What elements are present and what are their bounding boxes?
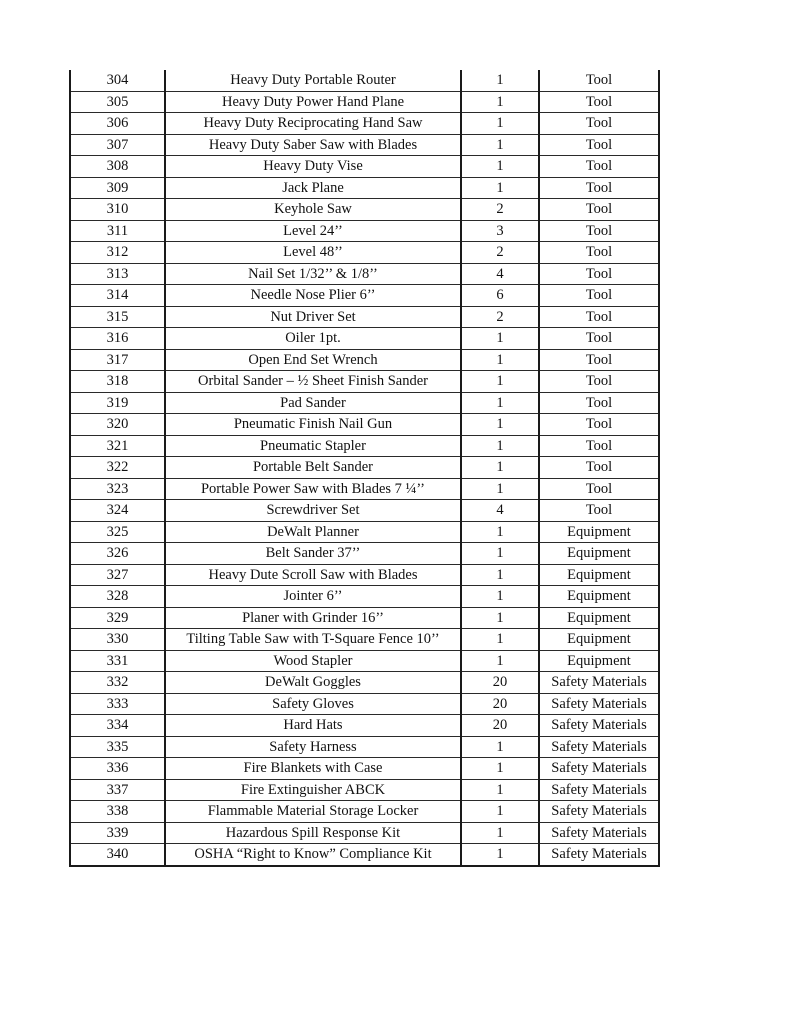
item-number-cell: 321 bbox=[70, 435, 165, 457]
item-number-cell: 312 bbox=[70, 242, 165, 264]
item-category-cell: Tool bbox=[539, 414, 659, 436]
item-quantity-cell: 4 bbox=[461, 263, 539, 285]
table-row bbox=[70, 70, 659, 91]
item-description-cell: Hard Hats bbox=[165, 715, 461, 737]
item-number-cell: 313 bbox=[70, 263, 165, 285]
item-category-cell: Tool bbox=[539, 392, 659, 414]
item-quantity-cell: 2 bbox=[461, 242, 539, 264]
item-quantity-cell: 1 bbox=[461, 650, 539, 672]
item-number-cell: 331 bbox=[70, 650, 165, 672]
item-category-cell: Equipment bbox=[539, 543, 659, 565]
table-row bbox=[70, 500, 659, 522]
table-row bbox=[70, 371, 659, 393]
item-category-cell: Tool bbox=[539, 70, 659, 91]
item-quantity-cell: 1 bbox=[461, 779, 539, 801]
item-category-cell: Tool bbox=[539, 285, 659, 307]
item-description-cell: Oiler 1pt. bbox=[165, 328, 461, 350]
item-quantity-cell: 2 bbox=[461, 199, 539, 221]
item-quantity-cell: 1 bbox=[461, 392, 539, 414]
item-number-cell: 307 bbox=[70, 134, 165, 156]
item-quantity-cell: 2 bbox=[461, 306, 539, 328]
item-description-cell: Safety Gloves bbox=[165, 693, 461, 715]
item-number-cell: 316 bbox=[70, 328, 165, 350]
item-description-cell: Heavy Duty Reciprocating Hand Saw bbox=[165, 113, 461, 135]
item-number-cell: 305 bbox=[70, 91, 165, 113]
item-number-cell: 319 bbox=[70, 392, 165, 414]
item-description-cell: Wood Stapler bbox=[165, 650, 461, 672]
item-number-cell: 337 bbox=[70, 779, 165, 801]
item-description-cell: Heavy Dute Scroll Saw with Blades bbox=[165, 564, 461, 586]
item-number-cell: 338 bbox=[70, 801, 165, 823]
item-category-cell: Tool bbox=[539, 306, 659, 328]
item-description-cell: Portable Power Saw with Blades 7 ¼’’ bbox=[165, 478, 461, 500]
table-row bbox=[70, 177, 659, 199]
item-category-cell: Tool bbox=[539, 177, 659, 199]
item-description-cell: Fire Blankets with Case bbox=[165, 758, 461, 780]
item-description-cell: Nut Driver Set bbox=[165, 306, 461, 328]
item-description-cell: Belt Sander 37’’ bbox=[165, 543, 461, 565]
item-quantity-cell: 4 bbox=[461, 500, 539, 522]
item-number-cell: 304 bbox=[70, 70, 165, 91]
item-category-cell: Tool bbox=[539, 242, 659, 264]
item-category-cell: Tool bbox=[539, 113, 659, 135]
item-number-cell: 327 bbox=[70, 564, 165, 586]
item-category-cell: Tool bbox=[539, 478, 659, 500]
item-quantity-cell: 1 bbox=[461, 134, 539, 156]
item-category-cell: Safety Materials bbox=[539, 693, 659, 715]
table-row bbox=[70, 822, 659, 844]
item-description-cell: Heavy Duty Power Hand Plane bbox=[165, 91, 461, 113]
item-number-cell: 308 bbox=[70, 156, 165, 178]
table-row bbox=[70, 758, 659, 780]
item-number-cell: 340 bbox=[70, 844, 165, 866]
item-description-cell: Fire Extinguisher ABCK bbox=[165, 779, 461, 801]
item-category-cell: Safety Materials bbox=[539, 822, 659, 844]
table-row bbox=[70, 629, 659, 651]
item-number-cell: 310 bbox=[70, 199, 165, 221]
item-quantity-cell: 1 bbox=[461, 543, 539, 565]
table-row bbox=[70, 521, 659, 543]
item-number-cell: 332 bbox=[70, 672, 165, 694]
item-number-cell: 339 bbox=[70, 822, 165, 844]
item-number-cell: 320 bbox=[70, 414, 165, 436]
item-description-cell: Heavy Duty Vise bbox=[165, 156, 461, 178]
item-quantity-cell: 20 bbox=[461, 672, 539, 694]
item-category-cell: Equipment bbox=[539, 564, 659, 586]
table-row bbox=[70, 392, 659, 414]
item-quantity-cell: 1 bbox=[461, 521, 539, 543]
item-quantity-cell: 1 bbox=[461, 349, 539, 371]
item-category-cell: Tool bbox=[539, 435, 659, 457]
item-quantity-cell: 1 bbox=[461, 91, 539, 113]
item-category-cell: Tool bbox=[539, 220, 659, 242]
item-category-cell: Safety Materials bbox=[539, 715, 659, 737]
table-row bbox=[70, 801, 659, 823]
item-number-cell: 335 bbox=[70, 736, 165, 758]
item-description-cell: Pad Sander bbox=[165, 392, 461, 414]
item-description-cell: DeWalt Planner bbox=[165, 521, 461, 543]
item-number-cell: 315 bbox=[70, 306, 165, 328]
item-quantity-cell: 1 bbox=[461, 736, 539, 758]
table-row bbox=[70, 328, 659, 350]
item-quantity-cell: 1 bbox=[461, 801, 539, 823]
item-description-cell: Jack Plane bbox=[165, 177, 461, 199]
item-quantity-cell: 1 bbox=[461, 758, 539, 780]
item-number-cell: 322 bbox=[70, 457, 165, 479]
item-description-cell: Hazardous Spill Response Kit bbox=[165, 822, 461, 844]
table-row bbox=[70, 607, 659, 629]
item-number-cell: 324 bbox=[70, 500, 165, 522]
item-description-cell: Jointer 6’’ bbox=[165, 586, 461, 608]
table-row bbox=[70, 349, 659, 371]
table-row bbox=[70, 414, 659, 436]
item-description-cell: Planer with Grinder 16’’ bbox=[165, 607, 461, 629]
item-description-cell: Portable Belt Sander bbox=[165, 457, 461, 479]
item-quantity-cell: 1 bbox=[461, 478, 539, 500]
table-row bbox=[70, 134, 659, 156]
table-row bbox=[70, 586, 659, 608]
item-number-cell: 326 bbox=[70, 543, 165, 565]
table-row bbox=[70, 113, 659, 135]
item-description-cell: Orbital Sander – ½ Sheet Finish Sander bbox=[165, 371, 461, 393]
item-category-cell: Safety Materials bbox=[539, 672, 659, 694]
inventory-table-body bbox=[70, 70, 659, 866]
item-category-cell: Safety Materials bbox=[539, 736, 659, 758]
table-row bbox=[70, 199, 659, 221]
item-description-cell: Tilting Table Saw with T-Square Fence 10’’ bbox=[165, 629, 461, 651]
table-row bbox=[70, 543, 659, 565]
item-quantity-cell: 1 bbox=[461, 629, 539, 651]
item-number-cell: 325 bbox=[70, 521, 165, 543]
table-row bbox=[70, 435, 659, 457]
item-category-cell: Tool bbox=[539, 371, 659, 393]
item-quantity-cell: 1 bbox=[461, 607, 539, 629]
table-row bbox=[70, 285, 659, 307]
item-description-cell: Needle Nose Plier 6’’ bbox=[165, 285, 461, 307]
item-quantity-cell: 1 bbox=[461, 113, 539, 135]
item-number-cell: 330 bbox=[70, 629, 165, 651]
item-description-cell: Screwdriver Set bbox=[165, 500, 461, 522]
item-description-cell: Heavy Duty Portable Router bbox=[165, 70, 461, 91]
item-description-cell: Keyhole Saw bbox=[165, 199, 461, 221]
item-category-cell: Equipment bbox=[539, 629, 659, 651]
item-category-cell: Safety Materials bbox=[539, 758, 659, 780]
table-row bbox=[70, 242, 659, 264]
item-category-cell: Equipment bbox=[539, 521, 659, 543]
item-number-cell: 306 bbox=[70, 113, 165, 135]
item-category-cell: Tool bbox=[539, 134, 659, 156]
item-category-cell: Tool bbox=[539, 91, 659, 113]
item-number-cell: 329 bbox=[70, 607, 165, 629]
table-row bbox=[70, 736, 659, 758]
item-quantity-cell: 20 bbox=[461, 715, 539, 737]
item-number-cell: 328 bbox=[70, 586, 165, 608]
item-category-cell: Tool bbox=[539, 328, 659, 350]
table-row bbox=[70, 457, 659, 479]
item-number-cell: 333 bbox=[70, 693, 165, 715]
item-quantity-cell: 1 bbox=[461, 586, 539, 608]
item-number-cell: 323 bbox=[70, 478, 165, 500]
item-category-cell: Tool bbox=[539, 263, 659, 285]
table-row bbox=[70, 650, 659, 672]
item-quantity-cell: 1 bbox=[461, 822, 539, 844]
item-quantity-cell: 3 bbox=[461, 220, 539, 242]
item-quantity-cell: 1 bbox=[461, 177, 539, 199]
item-category-cell: Equipment bbox=[539, 650, 659, 672]
item-quantity-cell: 1 bbox=[461, 844, 539, 866]
table-row bbox=[70, 693, 659, 715]
item-quantity-cell: 6 bbox=[461, 285, 539, 307]
item-quantity-cell: 1 bbox=[461, 564, 539, 586]
item-category-cell: Safety Materials bbox=[539, 844, 659, 866]
table-row bbox=[70, 478, 659, 500]
item-category-cell: Tool bbox=[539, 199, 659, 221]
table-row bbox=[70, 564, 659, 586]
item-description-cell: Pneumatic Stapler bbox=[165, 435, 461, 457]
inventory-table bbox=[69, 70, 660, 867]
item-category-cell: Tool bbox=[539, 500, 659, 522]
item-quantity-cell: 1 bbox=[461, 70, 539, 91]
item-description-cell: Level 24’’ bbox=[165, 220, 461, 242]
item-category-cell: Equipment bbox=[539, 607, 659, 629]
item-category-cell: Equipment bbox=[539, 586, 659, 608]
item-quantity-cell: 1 bbox=[461, 371, 539, 393]
table-row bbox=[70, 844, 659, 866]
table-row bbox=[70, 306, 659, 328]
item-number-cell: 311 bbox=[70, 220, 165, 242]
item-description-cell: Heavy Duty Saber Saw with Blades bbox=[165, 134, 461, 156]
item-description-cell: OSHA “Right to Know” Compliance Kit bbox=[165, 844, 461, 866]
item-quantity-cell: 1 bbox=[461, 435, 539, 457]
item-number-cell: 318 bbox=[70, 371, 165, 393]
table-row bbox=[70, 672, 659, 694]
table-row bbox=[70, 220, 659, 242]
item-category-cell: Tool bbox=[539, 156, 659, 178]
table-row bbox=[70, 156, 659, 178]
item-description-cell: Level 48’’ bbox=[165, 242, 461, 264]
item-category-cell: Safety Materials bbox=[539, 779, 659, 801]
item-category-cell: Tool bbox=[539, 349, 659, 371]
inventory-sheet bbox=[69, 70, 658, 867]
item-quantity-cell: 20 bbox=[461, 693, 539, 715]
item-number-cell: 309 bbox=[70, 177, 165, 199]
table-row bbox=[70, 779, 659, 801]
table-row bbox=[70, 91, 659, 113]
table-row bbox=[70, 263, 659, 285]
item-quantity-cell: 1 bbox=[461, 328, 539, 350]
item-quantity-cell: 1 bbox=[461, 156, 539, 178]
item-description-cell: Open End Set Wrench bbox=[165, 349, 461, 371]
item-description-cell: DeWalt Goggles bbox=[165, 672, 461, 694]
item-category-cell: Tool bbox=[539, 457, 659, 479]
item-description-cell: Safety Harness bbox=[165, 736, 461, 758]
item-number-cell: 336 bbox=[70, 758, 165, 780]
item-description-cell: Flammable Material Storage Locker bbox=[165, 801, 461, 823]
table-row bbox=[70, 715, 659, 737]
item-category-cell: Safety Materials bbox=[539, 801, 659, 823]
item-number-cell: 317 bbox=[70, 349, 165, 371]
item-quantity-cell: 1 bbox=[461, 414, 539, 436]
item-quantity-cell: 1 bbox=[461, 457, 539, 479]
item-description-cell: Pneumatic Finish Nail Gun bbox=[165, 414, 461, 436]
item-number-cell: 314 bbox=[70, 285, 165, 307]
item-description-cell: Nail Set 1/32’’ & 1/8’’ bbox=[165, 263, 461, 285]
item-number-cell: 334 bbox=[70, 715, 165, 737]
